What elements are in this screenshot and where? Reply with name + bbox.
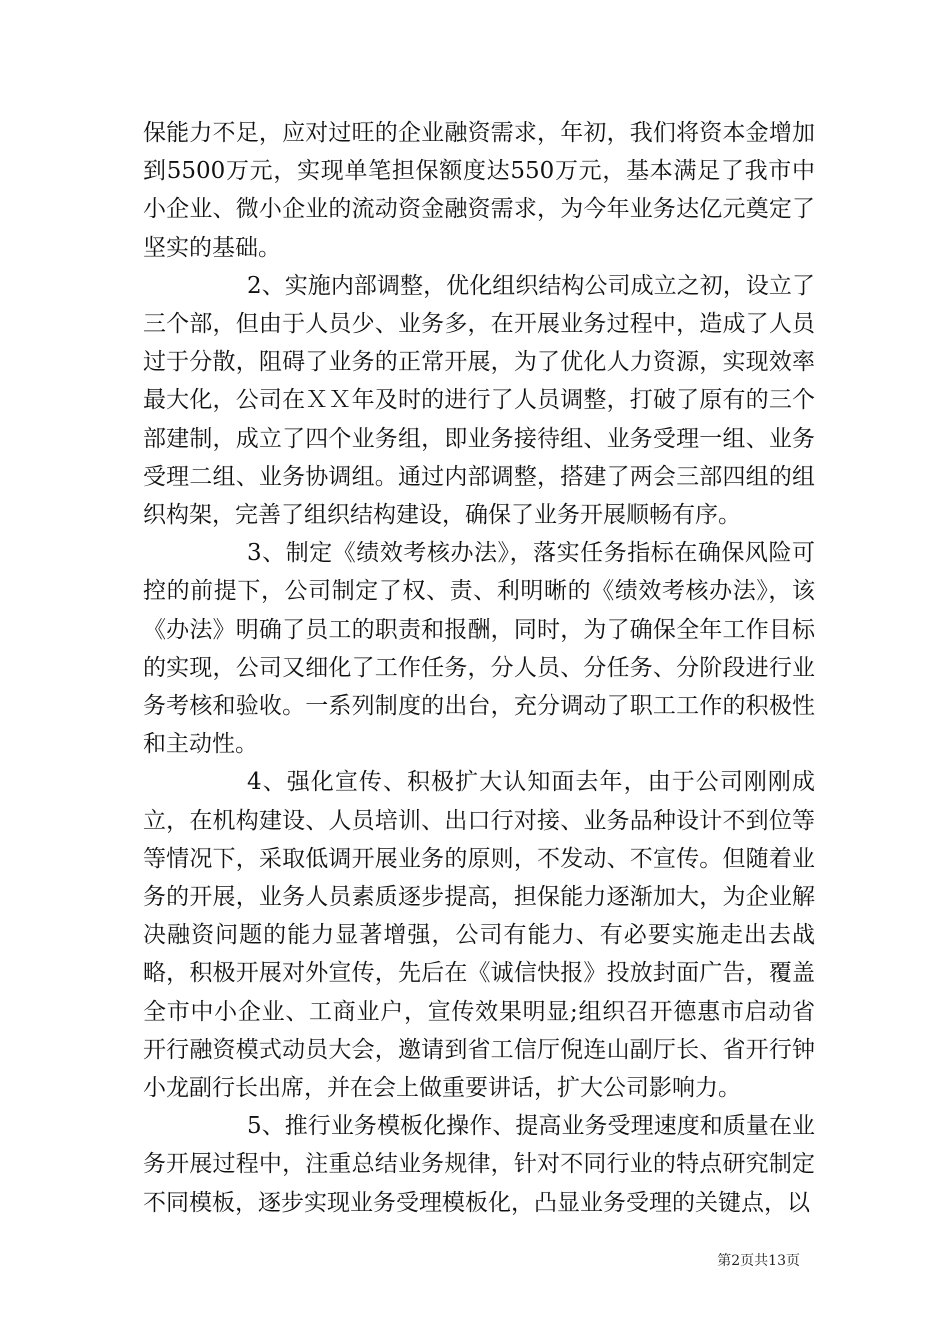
- paragraph-item-3: 3、制定《绩效考核办法》，落实任务指标在确保风险可控的前提下，公司制定了权、责、利明晰的《绩效考核办法》，该《办法》明确了员工的职责和报酬，同时，为了确保全年工作目标的实现，公司又细化了工作任务，分人员、分任务、分阶段进行业务考核和验收。一系列制度的出台，充分调动了职工工作的积极性和主动性。: [143, 540, 815, 758]
- paragraph-item-2: 2、实施内部调整，优化组织结构公司成立之初，设立了三个部，但由于人员少、业务多，在开展业务过程中，造成了人员过于分散，阻碍了业务的正常开展，为了优化人力资源，实现效率最大化，公司在ＸＸ年及时的进行了人员调整，打破了原有的三个部建制，成立了四个业务组，即业务接待组、业务受理一组、业务受理二组、业务协调组。通过内部调整，搭建了两会三部四组的组织构架，完善了组织结构建设，确保了业务开展顺畅有序。: [143, 272, 815, 529]
- body-text: [143, 114, 815, 1222]
- page-number: 第2页共13页: [717, 1253, 800, 1269]
- paragraph-continuation: 保能力不足，应对过旺的企业融资需求，年初，我们将资本金增加到5500万元，实现单笔担保额度达550万元，基本满足了我市中小企业、微小企业的流动资金融资需求，为今年业务达亿元奠定了坚实的基础。: [143, 120, 815, 261]
- paragraph-item-5: 5、推行业务模板化操作、提高业务受理速度和质量在业务开展过程中，注重总结业务规律，针对不同行业的特点研究制定不同模板，逐步实现业务受理模板化，凸显业务受理的关键点，以: [143, 1113, 815, 1216]
- paragraph-item-4: 4、强化宣传、积极扩大认知面去年，由于公司刚刚成立，在机构建设、人员培训、出口行对接、业务品种设计不到位等等情况下，采取低调开展业务的原则，不发动、不宣传。但随着业务的开展，业务人员素质逐步提高，担保能力逐渐加大，为企业解决融资问题的能力显著增强，公司有能力、有必要实施走出去战略，积极开展对外宣传，先后在《诚信快报》投放封面广告，覆盖全市中小企业、工商业户，宣传效果明显;组织召开德惠市启动省开行融资模式动员大会，邀请到省工信厅倪连山副厅长、省开行钟小龙副行长出席，并在会上做重要讲话，扩大公司影响力。: [143, 769, 815, 1102]
